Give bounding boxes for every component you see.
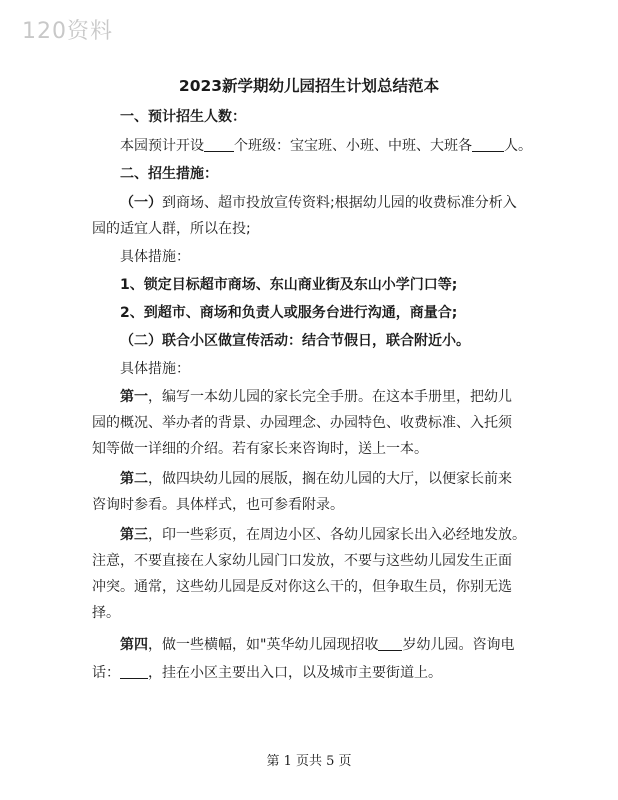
paragraph-line: 择。 — [92, 605, 120, 621]
paragraph-line — [92, 662, 442, 682]
item-label: 第二 — [120, 471, 148, 487]
paragraph-line: 园的适宜人群，所以在投; — [92, 221, 251, 237]
blank-underline — [120, 664, 148, 679]
page-footer: 第 1 页共 5 页 — [266, 754, 352, 769]
blank-underline — [378, 636, 402, 651]
paragraph-line: 园的概况、举办者的背景、办园理念、办园特色、收费标准、入托须 — [92, 415, 512, 431]
paragraph-line — [120, 468, 512, 488]
measure-item-2: 2、到超市、商场和负责人或服务台进行沟通，商量合; — [120, 305, 458, 321]
blank-underline — [472, 137, 504, 152]
paragraph-enrollment — [120, 135, 532, 155]
watermark: 120资料 — [22, 19, 113, 44]
measure-item-1: 1、锁定目标超市商场、东山商业街及东山小学门口等; — [120, 277, 458, 293]
measures-label: 具体措施： — [120, 361, 190, 377]
text-segment: 到商场、超市投放宣传资料;根据幼儿园的收费标准分析入 — [162, 195, 517, 211]
text-segment: 岁幼儿园。咨询电 — [402, 637, 515, 653]
item-label: 第一 — [120, 389, 148, 405]
paragraph-line — [120, 386, 512, 406]
paragraph-line — [120, 524, 526, 544]
text-segment: 人。 — [504, 138, 532, 154]
paragraph-line: 知等做一详细的介绍。若有家长来咨询时，送上一本。 — [92, 441, 428, 457]
measures-label: 具体措施： — [120, 249, 190, 265]
paragraph-line — [120, 192, 517, 212]
text-segment: 本园预计开设 — [120, 138, 204, 154]
blank-underline — [204, 137, 234, 152]
paragraph-line — [120, 634, 514, 654]
subsection-heading: （二）联合小区做宣传活动：结合节假日，联合附近小。 — [120, 333, 470, 349]
item-label: 第四 — [120, 637, 148, 653]
item-label: 第三 — [120, 527, 148, 543]
paragraph-line: 注意，不要直接在人家幼儿园门口发放，不要与这些幼儿园发生正面 — [92, 553, 512, 569]
text-segment: ，做四块幼儿园的展版，搁在幼儿园的大厅，以便家长前来 — [148, 471, 512, 487]
document-title: 2023新学期幼儿园招生计划总结范本 — [178, 77, 440, 95]
text-segment: ，编写一本幼儿园的家长完全手册。在这本手册里，把幼儿 — [148, 389, 512, 405]
text-segment: ，做一些横幅，如"英华幼儿园现招收 — [148, 637, 379, 653]
paragraph-line: 咨询时参看。具体样式，也可参看附录。 — [92, 497, 344, 513]
section-heading-enrollment: 一、预计招生人数： — [120, 109, 246, 125]
paragraph-line: 冲突。通常，这些幼儿园是反对你这么干的，但争取生员，你别无选 — [92, 579, 512, 595]
section-heading-measures: 二、招生措施： — [120, 166, 218, 182]
text-segment: ，印一些彩页，在周边小区、各幼儿园家长出入必经地发放。 — [148, 527, 526, 543]
text-segment: 话： — [92, 665, 120, 681]
text-segment: ，挂在小区主要出入口，以及城市主要街道上。 — [148, 665, 442, 681]
text-segment: 个班级：宝宝班、小班、中班、大班各 — [234, 138, 472, 154]
item-label: （一） — [120, 195, 162, 211]
